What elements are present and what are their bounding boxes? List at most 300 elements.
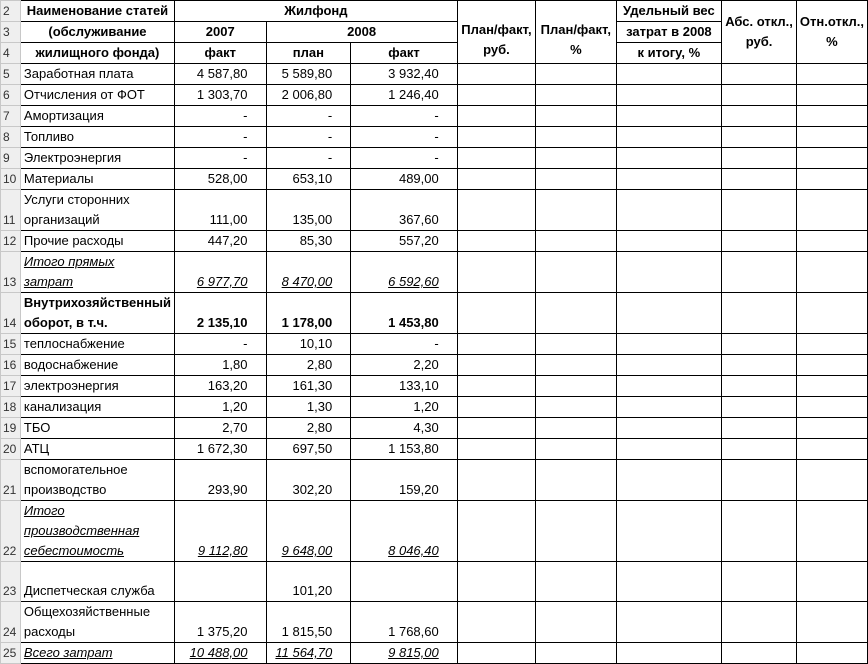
empty-cell[interactable] — [536, 64, 616, 85]
empty-cell[interactable] — [457, 148, 535, 169]
empty-cell[interactable] — [536, 460, 616, 501]
row-label-line: Всего затрат — [23, 645, 113, 660]
empty-cell[interactable] — [616, 376, 722, 397]
empty-cell[interactable] — [722, 439, 797, 460]
value-text: 11 564,70 — [275, 645, 333, 660]
value-fact[interactable] — [351, 643, 458, 664]
value-v2007[interactable] — [175, 376, 266, 397]
header-zhilfond: Жилфонд — [175, 1, 458, 22]
header-2008: 2008 — [266, 22, 457, 43]
value-fact[interactable] — [351, 252, 458, 293]
empty-cell[interactable] — [722, 106, 797, 127]
value-text: 2,20 — [413, 357, 439, 372]
header-fakt-2008: факт — [351, 43, 458, 64]
empty-cell[interactable] — [457, 501, 535, 562]
empty-cell[interactable] — [616, 397, 722, 418]
value-plan[interactable] — [266, 190, 351, 231]
value-text: - — [327, 108, 333, 123]
empty-cell[interactable] — [722, 501, 797, 562]
empty-cell[interactable] — [616, 355, 722, 376]
empty-cell[interactable] — [536, 355, 616, 376]
table-row — [1, 355, 868, 376]
empty-cell[interactable] — [796, 418, 867, 439]
empty-cell[interactable] — [796, 85, 867, 106]
value-plan[interactable] — [266, 169, 351, 190]
empty-cell[interactable] — [457, 334, 535, 355]
empty-cell[interactable] — [616, 148, 722, 169]
row-number: 8 — [1, 127, 21, 148]
value-v2007[interactable] — [175, 501, 266, 562]
empty-cell[interactable] — [616, 562, 722, 602]
row-number: 17 — [1, 376, 21, 397]
value-text: 2,70 — [222, 420, 248, 435]
empty-cell[interactable] — [722, 397, 797, 418]
value-text: 10,10 — [299, 336, 333, 351]
empty-cell[interactable] — [722, 643, 797, 664]
row-label-line: организаций — [23, 212, 100, 227]
empty-cell[interactable] — [457, 602, 535, 643]
row-number: 20 — [1, 439, 21, 460]
empty-cell[interactable] — [796, 562, 867, 602]
value-v2007[interactable] — [175, 252, 266, 293]
row-label-line: затрат — [23, 274, 74, 289]
value-fact[interactable] — [351, 106, 458, 127]
value-text: 6 977,70 — [196, 274, 248, 289]
row-label-line: производственная — [23, 523, 140, 538]
value-v2007[interactable] — [175, 293, 266, 334]
empty-cell[interactable] — [616, 190, 722, 231]
empty-cell[interactable] — [457, 643, 535, 664]
value-plan[interactable] — [266, 602, 351, 643]
value-fact[interactable] — [351, 501, 458, 562]
value-text: - — [327, 129, 333, 144]
value-text: - — [434, 336, 439, 351]
row-label — [20, 64, 174, 85]
empty-cell[interactable] — [796, 334, 867, 355]
value-plan[interactable] — [266, 562, 351, 602]
value-fact[interactable] — [351, 562, 458, 602]
value-v2007[interactable] — [175, 148, 266, 169]
value-text: 10 488,00 — [189, 645, 248, 660]
value-v2007[interactable] — [175, 106, 266, 127]
value-v2007[interactable] — [175, 643, 266, 664]
value-text: 653,10 — [292, 171, 333, 186]
value-text: 1,30 — [306, 399, 333, 414]
value-text: 1 453,80 — [388, 315, 439, 330]
empty-cell[interactable] — [457, 439, 535, 460]
empty-cell[interactable] — [796, 169, 867, 190]
empty-cell[interactable] — [616, 293, 722, 334]
table-row — [1, 127, 868, 148]
header-otn-otkl: Отн.откл., % — [796, 1, 867, 64]
value-plan[interactable] — [266, 643, 351, 664]
value-text: 1 153,80 — [388, 441, 439, 456]
value-fact[interactable] — [351, 85, 458, 106]
value-v2007[interactable] — [175, 169, 266, 190]
empty-cell[interactable] — [616, 169, 722, 190]
value-plan[interactable] — [266, 64, 351, 85]
value-text: 2 006,80 — [281, 87, 333, 102]
empty-cell[interactable] — [536, 190, 616, 231]
header-name-1: Наименование статей — [20, 1, 174, 22]
value-text: 1 768,60 — [388, 624, 439, 639]
row-label-line: Итого — [23, 503, 65, 518]
empty-cell[interactable] — [536, 418, 616, 439]
value-text: 1 815,50 — [281, 624, 333, 639]
empty-cell[interactable] — [796, 355, 867, 376]
empty-cell[interactable] — [616, 334, 722, 355]
table-row — [1, 106, 868, 127]
row-label-line: электроэнергия — [23, 378, 119, 393]
value-fact[interactable] — [351, 376, 458, 397]
header-udves-3: к итогу, % — [616, 43, 722, 64]
value-plan[interactable] — [266, 148, 351, 169]
value-v2007[interactable] — [175, 460, 266, 501]
row-label-line: Общехозяйственные — [23, 604, 151, 619]
empty-cell[interactable] — [796, 643, 867, 664]
empty-cell[interactable] — [457, 418, 535, 439]
value-fact[interactable] — [351, 460, 458, 501]
value-text: 159,20 — [398, 482, 439, 497]
header-planfakt-pct: План/факт, % — [536, 1, 616, 64]
row-label-line: Итого прямых — [23, 254, 115, 269]
empty-cell[interactable] — [536, 127, 616, 148]
empty-cell[interactable] — [536, 334, 616, 355]
value-text: 85,30 — [299, 233, 333, 248]
empty-cell[interactable] — [722, 127, 797, 148]
value-text: - — [243, 336, 248, 351]
row-label — [20, 439, 174, 460]
value-v2007[interactable] — [175, 562, 266, 602]
row-label — [20, 376, 174, 397]
empty-cell[interactable] — [616, 127, 722, 148]
empty-cell[interactable] — [457, 355, 535, 376]
value-v2007[interactable] — [175, 418, 266, 439]
value-plan[interactable] — [266, 460, 351, 501]
empty-cell[interactable] — [616, 439, 722, 460]
header-udves-2: затрат в 2008 — [616, 22, 722, 43]
value-text: 1 672,30 — [196, 441, 248, 456]
empty-cell[interactable] — [722, 148, 797, 169]
row-label-line: теплоснабжение — [23, 336, 125, 351]
empty-cell[interactable] — [616, 106, 722, 127]
table-row — [1, 376, 868, 397]
value-v2007[interactable] — [175, 439, 266, 460]
value-text: 4 587,80 — [196, 66, 248, 81]
value-text: 8 046,40 — [388, 543, 439, 558]
empty-cell[interactable] — [722, 334, 797, 355]
row-label — [20, 190, 174, 231]
empty-cell[interactable] — [536, 376, 616, 397]
empty-cell[interactable] — [722, 376, 797, 397]
row-number: 14 — [1, 293, 21, 334]
value-plan[interactable] — [266, 334, 351, 355]
row-label — [20, 602, 174, 643]
value-text: 9 648,00 — [281, 543, 333, 558]
value-text: 135,00 — [292, 212, 333, 227]
empty-cell[interactable] — [536, 106, 616, 127]
value-text: 1 303,70 — [196, 87, 248, 102]
value-text: 8 470,00 — [281, 274, 333, 289]
row-label — [20, 127, 174, 148]
value-fact[interactable] — [351, 397, 458, 418]
row-label — [20, 106, 174, 127]
value-text: 1,20 — [222, 399, 248, 414]
empty-cell[interactable] — [796, 252, 867, 293]
row-label — [20, 397, 174, 418]
empty-cell[interactable] — [722, 231, 797, 252]
row-number: 23 — [1, 562, 21, 602]
value-plan[interactable] — [266, 252, 351, 293]
value-v2007[interactable] — [175, 190, 266, 231]
row-label-line: расходы — [23, 624, 76, 639]
empty-cell[interactable] — [536, 85, 616, 106]
empty-cell[interactable] — [796, 231, 867, 252]
value-text: 557,20 — [398, 233, 439, 248]
table-row — [1, 231, 868, 252]
empty-cell[interactable] — [722, 169, 797, 190]
row-label-line: Диспетческая служба — [23, 583, 155, 598]
value-fact[interactable] — [351, 231, 458, 252]
empty-cell[interactable] — [722, 562, 797, 602]
table-row — [1, 85, 868, 106]
value-fact[interactable] — [351, 439, 458, 460]
empty-cell[interactable] — [457, 231, 535, 252]
value-text: 4,30 — [413, 420, 439, 435]
value-text: 9 815,00 — [388, 645, 439, 660]
row-label-line: Услуги сторонних — [23, 192, 130, 207]
empty-cell[interactable] — [536, 231, 616, 252]
empty-cell[interactable] — [722, 85, 797, 106]
empty-cell[interactable] — [722, 355, 797, 376]
value-fact[interactable] — [351, 190, 458, 231]
empty-cell[interactable] — [722, 602, 797, 643]
empty-cell[interactable] — [536, 293, 616, 334]
empty-cell[interactable] — [457, 127, 535, 148]
table-row — [1, 252, 868, 293]
value-plan[interactable] — [266, 501, 351, 562]
value-text: 2,80 — [306, 420, 333, 435]
empty-cell[interactable] — [616, 460, 722, 501]
value-text: - — [434, 108, 439, 123]
empty-cell[interactable] — [796, 190, 867, 231]
table-row — [1, 293, 868, 334]
value-v2007[interactable] — [175, 127, 266, 148]
value-fact[interactable] — [351, 169, 458, 190]
value-plan[interactable] — [266, 355, 351, 376]
empty-cell[interactable] — [457, 106, 535, 127]
row-label-line: производство — [23, 482, 107, 497]
empty-cell[interactable] — [457, 562, 535, 602]
empty-cell[interactable] — [796, 127, 867, 148]
table-row — [1, 397, 868, 418]
empty-cell[interactable] — [616, 602, 722, 643]
row-label-line: Отчисления от ФОТ — [23, 87, 145, 102]
row-label-line: Прочие расходы — [23, 233, 124, 248]
value-plan[interactable] — [266, 376, 351, 397]
empty-cell[interactable] — [536, 169, 616, 190]
value-plan[interactable] — [266, 127, 351, 148]
value-text: - — [243, 129, 248, 144]
table-row — [1, 439, 868, 460]
value-plan[interactable] — [266, 106, 351, 127]
row-number: 22 — [1, 501, 21, 562]
empty-cell[interactable] — [536, 501, 616, 562]
empty-cell[interactable] — [722, 64, 797, 85]
value-fact[interactable] — [351, 334, 458, 355]
value-plan[interactable] — [266, 231, 351, 252]
value-v2007[interactable] — [175, 334, 266, 355]
value-text: 111,00 — [209, 212, 248, 227]
row-label-line: канализация — [23, 399, 102, 414]
table-row — [1, 602, 868, 643]
row-label-line: себестоимость — [23, 543, 124, 558]
empty-cell[interactable] — [457, 460, 535, 501]
value-plan[interactable] — [266, 439, 351, 460]
row-label — [20, 252, 174, 293]
value-text: 133,10 — [398, 378, 439, 393]
value-v2007[interactable] — [175, 397, 266, 418]
value-text: 101,20 — [292, 583, 333, 598]
row-label — [20, 169, 174, 190]
empty-cell[interactable] — [796, 602, 867, 643]
empty-cell[interactable] — [616, 64, 722, 85]
empty-cell[interactable] — [616, 643, 722, 664]
value-fact[interactable] — [351, 602, 458, 643]
row-number: 13 — [1, 252, 21, 293]
row-number: 11 — [1, 190, 21, 231]
value-text: 293,90 — [207, 482, 248, 497]
value-plan[interactable] — [266, 397, 351, 418]
row-number: 9 — [1, 148, 21, 169]
value-text: - — [434, 129, 439, 144]
empty-cell[interactable] — [616, 501, 722, 562]
value-plan[interactable] — [266, 418, 351, 439]
empty-cell[interactable] — [796, 293, 867, 334]
row-label-line: ТБО — [23, 420, 51, 435]
empty-cell[interactable] — [616, 231, 722, 252]
value-text: 2 135,10 — [196, 315, 248, 330]
empty-cell[interactable] — [616, 85, 722, 106]
value-text: 6 592,60 — [388, 274, 439, 289]
value-fact[interactable] — [351, 64, 458, 85]
row-number: 24 — [1, 602, 21, 643]
value-text: 3 932,40 — [388, 66, 439, 81]
value-text: 302,20 — [292, 482, 333, 497]
empty-cell[interactable] — [536, 602, 616, 643]
empty-cell[interactable] — [457, 64, 535, 85]
row-label — [20, 418, 174, 439]
empty-cell[interactable] — [536, 252, 616, 293]
empty-cell[interactable] — [796, 460, 867, 501]
empty-cell[interactable] — [616, 252, 722, 293]
value-v2007[interactable] — [175, 355, 266, 376]
empty-cell[interactable] — [722, 252, 797, 293]
empty-cell[interactable] — [796, 64, 867, 85]
value-text: - — [434, 150, 439, 165]
row-number: 6 — [1, 85, 21, 106]
header-2007: 2007 — [175, 22, 266, 43]
empty-cell[interactable] — [796, 397, 867, 418]
empty-cell[interactable] — [536, 148, 616, 169]
row-number: 7 — [1, 106, 21, 127]
value-text: - — [327, 150, 333, 165]
value-v2007[interactable] — [175, 231, 266, 252]
value-fact[interactable] — [351, 148, 458, 169]
header-fakt-2007: факт — [175, 43, 266, 64]
value-text: 1 178,00 — [281, 315, 333, 330]
empty-cell[interactable] — [457, 190, 535, 231]
header-abs-otkl: Абс. откл., руб. — [722, 1, 797, 64]
table-row — [1, 169, 868, 190]
value-fact[interactable] — [351, 127, 458, 148]
empty-cell[interactable] — [536, 397, 616, 418]
header-planfakt-rub: План/факт, руб. — [457, 1, 535, 64]
empty-cell[interactable] — [536, 643, 616, 664]
row-label-line: Амортизация — [23, 108, 104, 123]
value-text: 161,30 — [292, 378, 333, 393]
row-label — [20, 231, 174, 252]
empty-cell[interactable] — [722, 190, 797, 231]
row-label — [20, 334, 174, 355]
table-row — [1, 562, 868, 602]
empty-cell[interactable] — [796, 501, 867, 562]
value-fact[interactable] — [351, 355, 458, 376]
value-v2007[interactable] — [175, 85, 266, 106]
value-fact[interactable] — [351, 293, 458, 334]
row-label — [20, 501, 174, 562]
empty-cell[interactable] — [457, 376, 535, 397]
table-row — [1, 334, 868, 355]
value-text: 163,20 — [207, 378, 248, 393]
empty-cell[interactable] — [722, 293, 797, 334]
value-fact[interactable] — [351, 418, 458, 439]
value-text: 5 589,80 — [281, 66, 333, 81]
empty-cell[interactable] — [722, 418, 797, 439]
value-plan[interactable] — [266, 293, 351, 334]
empty-cell[interactable] — [616, 418, 722, 439]
row-number: 12 — [1, 231, 21, 252]
value-v2007[interactable] — [175, 64, 266, 85]
empty-cell[interactable] — [722, 460, 797, 501]
table-row — [1, 643, 868, 664]
row-number: 18 — [1, 397, 21, 418]
empty-cell[interactable] — [536, 562, 616, 602]
value-text: 1,80 — [222, 357, 248, 372]
value-text: 447,20 — [207, 233, 248, 248]
row-number: 19 — [1, 418, 21, 439]
empty-cell[interactable] — [796, 148, 867, 169]
value-text: - — [243, 150, 248, 165]
empty-cell[interactable] — [796, 439, 867, 460]
table-row — [1, 148, 868, 169]
empty-cell[interactable] — [796, 376, 867, 397]
empty-cell[interactable] — [457, 85, 535, 106]
value-text: 9 112,80 — [197, 543, 248, 558]
empty-cell[interactable] — [796, 106, 867, 127]
row-number: 2 — [1, 1, 21, 22]
value-v2007[interactable] — [175, 602, 266, 643]
empty-cell[interactable] — [536, 439, 616, 460]
empty-cell[interactable] — [457, 293, 535, 334]
table-row — [1, 418, 868, 439]
empty-cell[interactable] — [457, 169, 535, 190]
empty-cell[interactable] — [457, 397, 535, 418]
value-text: 1 375,20 — [196, 624, 248, 639]
row-label-line: вспомогательное — [23, 462, 128, 477]
value-plan[interactable] — [266, 85, 351, 106]
empty-cell[interactable] — [457, 252, 535, 293]
